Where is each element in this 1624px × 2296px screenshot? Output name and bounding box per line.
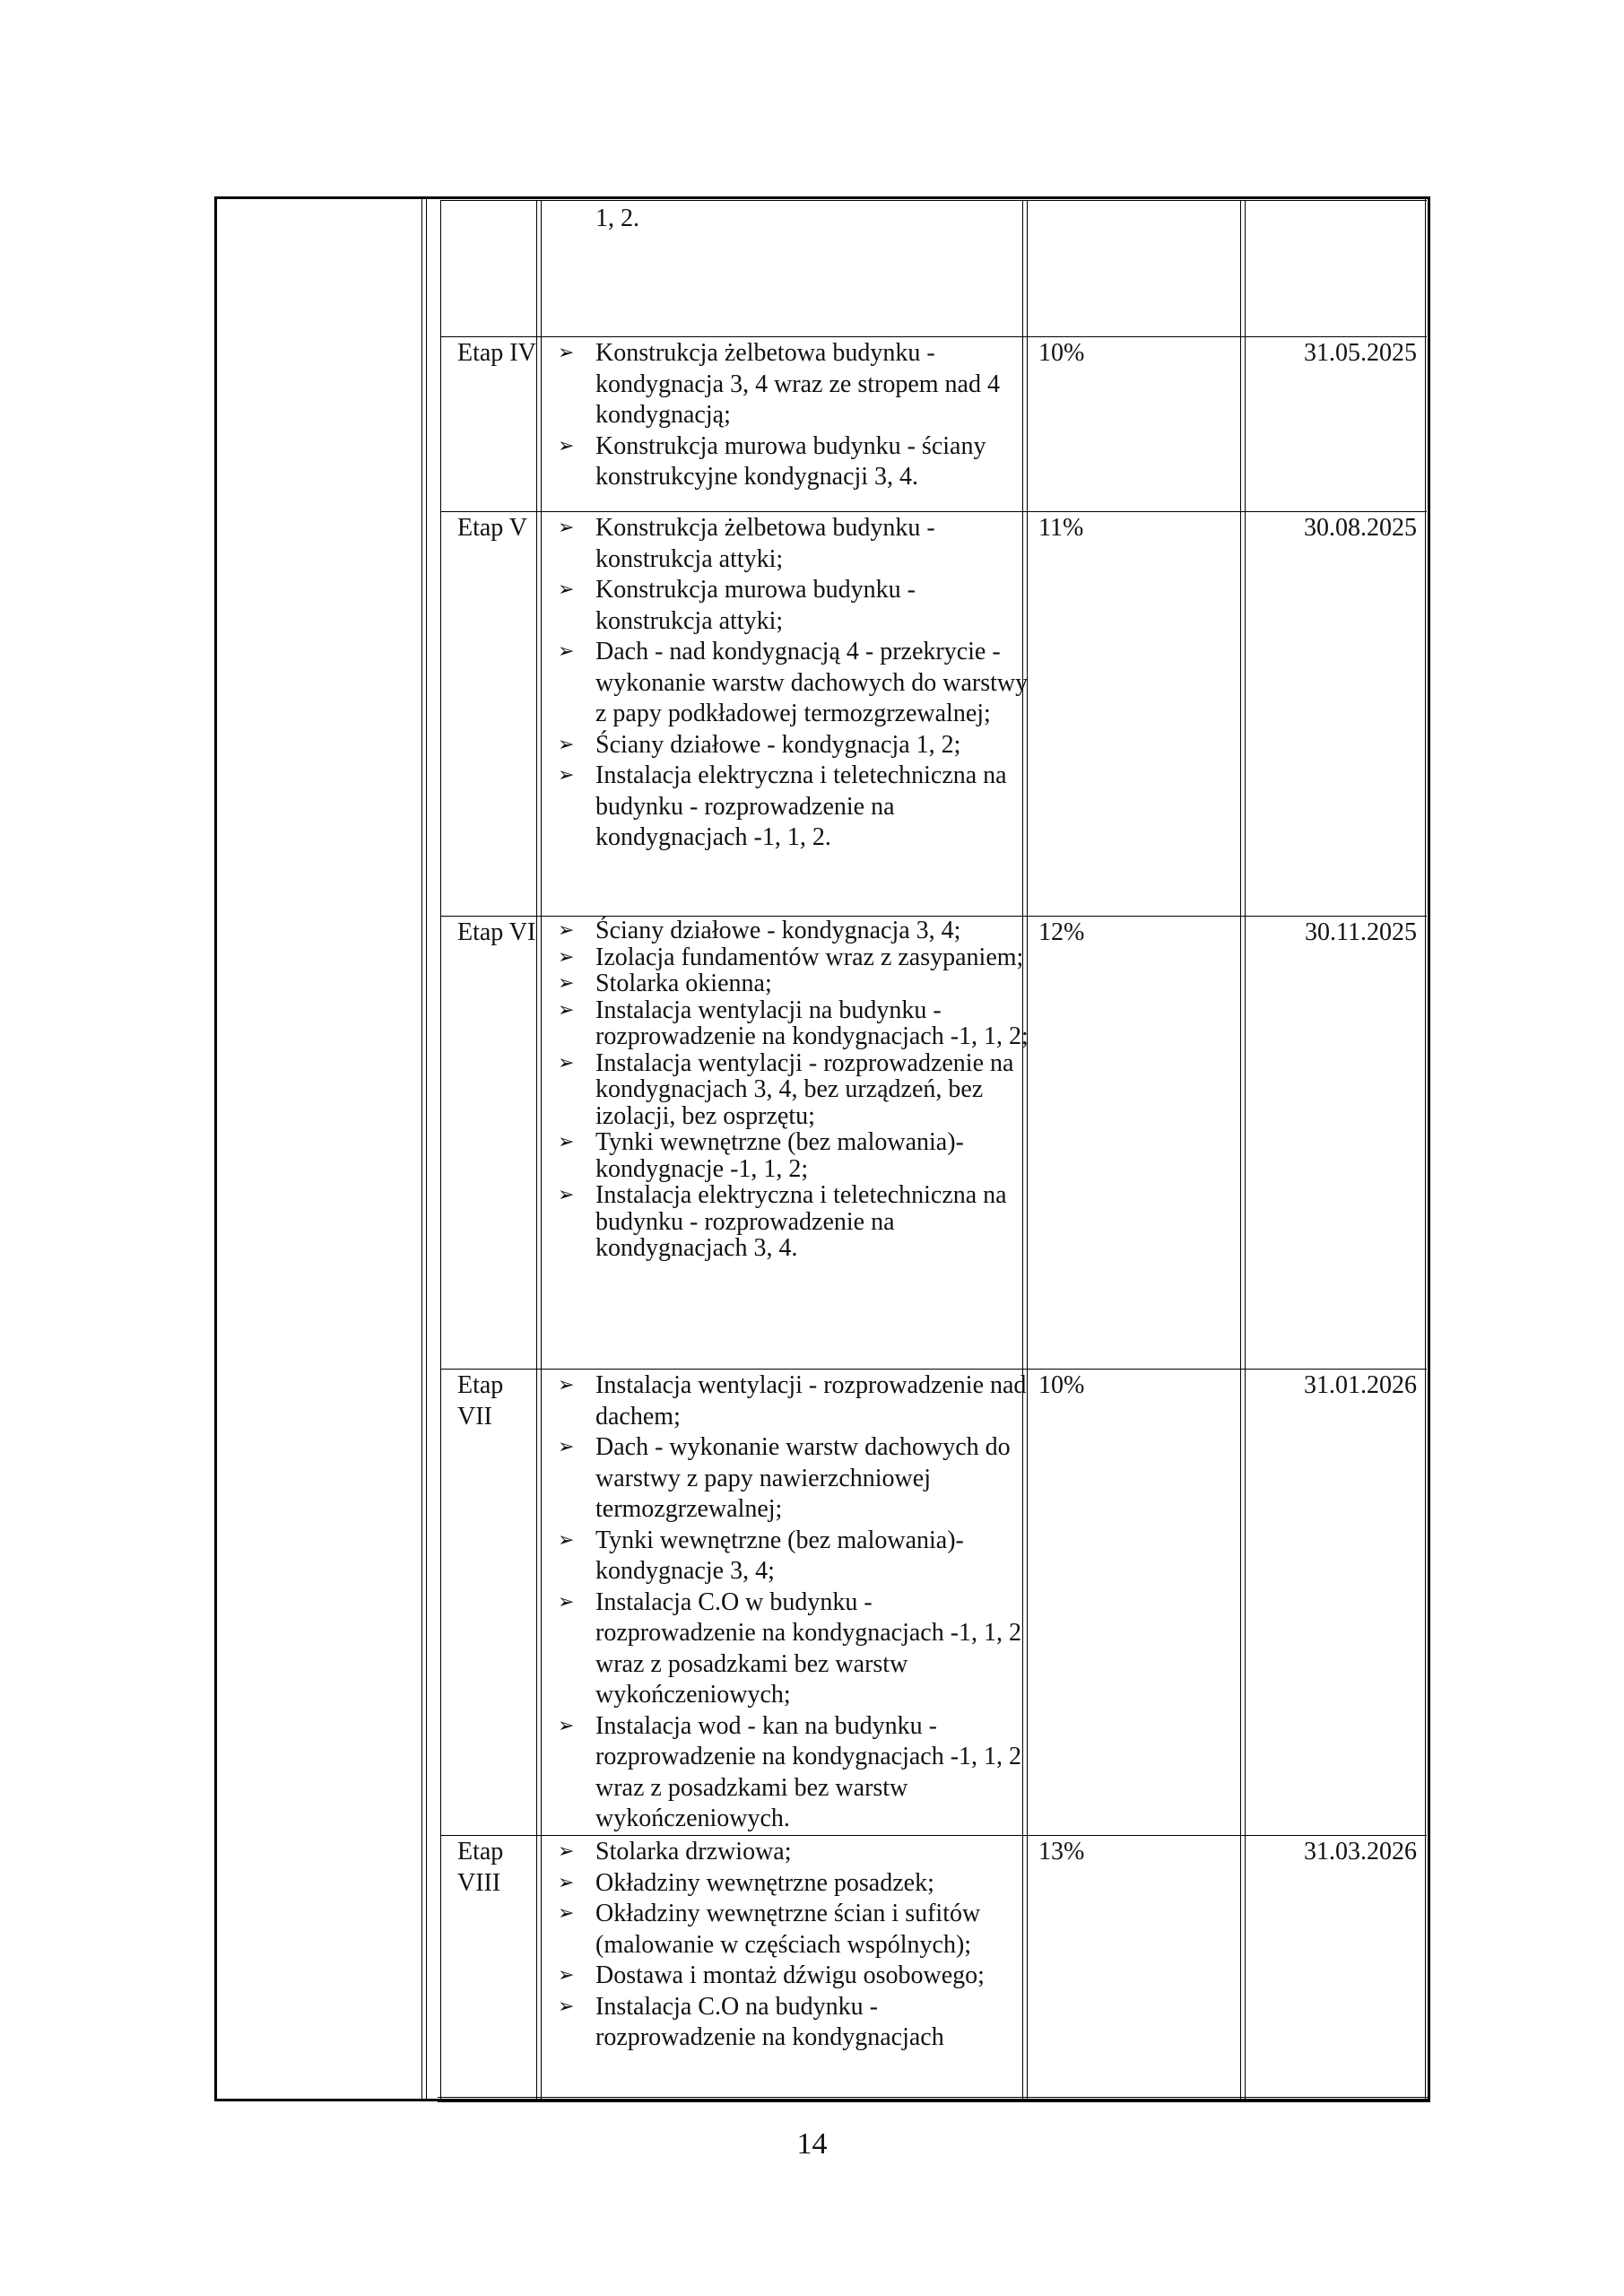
list-item: ➢ Konstrukcja żelbetowa budynku - konstrukcja attyki; — [558, 514, 935, 573]
page-number: 14 — [796, 2127, 828, 2161]
list-item: ➢ Stolarka drzwiowa; — [549, 1837, 1038, 1868]
deadline-date: 30.08.2025 — [1304, 514, 1417, 542]
list-item: ➢ Instalacja elektryczna i teletechniczna na budynku - rozprowadzenie na kondygnacjach 3, 4. — [558, 1181, 1007, 1262]
arrowhead-bullet-icon: ➢ — [558, 1840, 575, 1863]
stage-items — [549, 1837, 1038, 2054]
list-item: ➢ Konstrukcja żelbetowa budynku - kondygnacja 3, 4 wraz ze stropem nad 4 kondygnacją; — [558, 339, 1000, 429]
stage-items — [549, 918, 1038, 1262]
arrowhead-bullet-icon: ➢ — [558, 764, 575, 787]
arrowhead-bullet-icon: ➢ — [558, 640, 575, 663]
list-item: ➢ Ściany działowe - kondygnacja 3, 4; — [558, 917, 961, 944]
arrowhead-bullet-icon: ➢ — [558, 1964, 575, 1987]
list-item: ➢ Okładziny wewnętrzne ścian i sufitów (malowanie w częściach wspólnych); — [558, 1900, 981, 1959]
stage-label: Etap V — [457, 514, 528, 542]
arrowhead-bullet-icon: ➢ — [558, 1374, 575, 1396]
stage-label: Etap VII — [457, 1371, 504, 1431]
list-item: ➢ Instalacja wentylacji - rozprowadzenie nad dachem; — [558, 1371, 1027, 1431]
column-divider-percent — [1240, 201, 1246, 2099]
arrowhead-bullet-icon: ➢ — [558, 1184, 575, 1206]
deadline-date: 30.11.2025 — [1305, 918, 1417, 946]
list-item: ➢ Instalacja elektryczna i teletechniczna na budynku - rozprowadzenie na kondygnacjach -1, 1, 2. — [558, 761, 1007, 851]
deadline-date: 31.05.2025 — [1304, 339, 1417, 367]
continuation-cell — [549, 204, 1038, 235]
arrowhead-bullet-icon: ➢ — [558, 972, 575, 995]
percent-value: 13% — [1038, 1838, 1085, 1866]
arrowhead-bullet-icon: ➢ — [558, 945, 575, 969]
list-item: ➢ Instalacja C.O w budynku - rozprowadzenie na kondygnacjach -1, 1, 2 wraz z posadzkami bez warstw wykończeniowych; — [558, 1587, 1022, 1709]
arrowhead-bullet-icon: ➢ — [558, 1051, 575, 1074]
arrowhead-bullet-icon: ➢ — [558, 1528, 575, 1552]
stage-items — [549, 1370, 1038, 1835]
continuation-text: 1, 2. — [595, 204, 639, 232]
outer-column-divider — [421, 199, 427, 2099]
arrowhead-bullet-icon: ➢ — [558, 434, 575, 457]
arrowhead-bullet-icon: ➢ — [558, 1902, 575, 1925]
list-item: ➢ Konstrukcja murowa budynku - ściany konstrukcyjne kondygnacji 3, 4. — [558, 431, 986, 491]
arrowhead-bullet-icon: ➢ — [558, 1714, 575, 1737]
arrowhead-bullet-icon: ➢ — [558, 578, 575, 601]
arrowhead-bullet-icon: ➢ — [558, 733, 575, 756]
arrowhead-bullet-icon: ➢ — [558, 1436, 575, 1458]
list-item: ➢ Dach - nad kondygnacją 4 - przekrycie - wykonanie warstw dachowych do warstwy z papy podkładowej termozgrzewalnej; — [558, 638, 1029, 727]
row-divider — [441, 511, 1427, 512]
row-divider — [441, 1369, 1427, 1370]
deadline-date: 31.01.2026 — [1304, 1371, 1417, 1399]
schedule-table — [440, 200, 1427, 2099]
list-item: ➢ Instalacja wentylacji na budynku - rozprowadzenie na kondygnacjach -1, 1, 2; — [558, 996, 1029, 1050]
arrowhead-bullet-icon: ➢ — [558, 517, 575, 539]
list-item: ➢ Instalacja wod - kan na budynku - rozprowadzenie na kondygnacjach -1, 1, 2 wraz z posadzkami bez warstw wykończeniowych. — [558, 1711, 1022, 1832]
list-item: ➢ Ściany działowe - kondygnacja 1, 2; — [549, 730, 1038, 761]
list-item: ➢ Tynki wewnętrzne (bez malowania)- kondygnacje -1, 1, 2; — [558, 1128, 964, 1183]
list-item: ➢ Tynki wewnętrzne (bez malowania)- kondygnacje 3, 4; — [558, 1526, 964, 1585]
list-item: ➢ Dostawa i montaż dźwigu osobowego; — [549, 1961, 1038, 1992]
arrowhead-bullet-icon: ➢ — [558, 919, 575, 942]
list-item: ➢ Instalacja C.O na budynku - rozprowadzenie na kondygnacjach — [558, 1992, 944, 2051]
arrowhead-bullet-icon: ➢ — [558, 1131, 575, 1153]
stage-label: Etap VIII — [457, 1838, 504, 1897]
percent-value: 11% — [1038, 514, 1084, 542]
percent-value: 12% — [1038, 918, 1085, 946]
row-divider — [441, 336, 1427, 337]
stage-label: Etap VI — [457, 918, 536, 946]
stage-items — [549, 338, 1038, 493]
list-item: ➢ Konstrukcja murowa budynku - konstrukcja attyki; — [558, 576, 916, 635]
arrowhead-bullet-icon: ➢ — [558, 1995, 575, 2018]
stage-label: Etap IV — [457, 339, 536, 367]
arrowhead-bullet-icon: ➢ — [558, 1590, 575, 1613]
percent-value: 10% — [1038, 1371, 1085, 1399]
list-item: ➢ Instalacja wentylacji - rozprowadzenie na kondygnacjach 3, 4, bez urządzeń, bez izolacji, bez osprzętu; — [558, 1048, 1014, 1130]
deadline-date: 31.03.2026 — [1304, 1838, 1417, 1866]
row-divider — [441, 1835, 1427, 1836]
table-bottom-border — [438, 2097, 1430, 2102]
percent-value: 10% — [1038, 339, 1085, 367]
arrowhead-bullet-icon: ➢ — [558, 1871, 575, 1894]
arrowhead-bullet-icon: ➢ — [558, 342, 575, 364]
list-item: ➢ Dach - wykonanie warstw dachowych do warstwy z papy nawierzchniowej termozgrzewalnej; — [558, 1433, 1011, 1523]
list-item: ➢ Izolacja fundamentów wraz z zasypaniem; — [558, 943, 1024, 971]
list-item: ➢ Okładziny wewnętrzne posadzek; — [549, 1868, 1038, 1900]
stage-items — [549, 513, 1038, 854]
arrowhead-bullet-icon: ➢ — [558, 998, 575, 1022]
list-item: ➢ Stolarka okienna; — [558, 970, 772, 997]
table-right-border — [1425, 197, 1430, 2102]
column-divider-stage — [536, 201, 542, 2099]
